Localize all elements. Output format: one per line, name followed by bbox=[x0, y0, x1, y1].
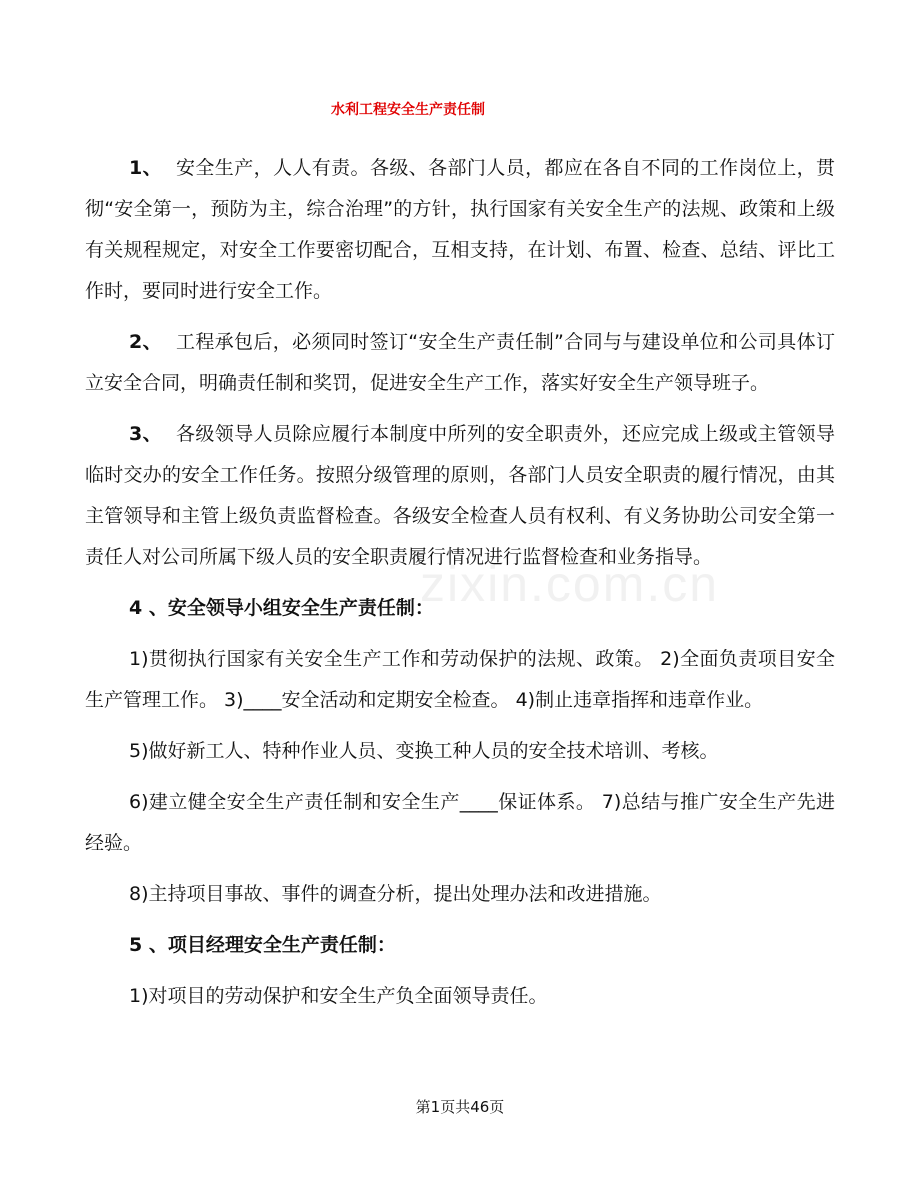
section-5-line: 1)对项目的劳动保护和安全生产负全面领导责任。 bbox=[129, 985, 548, 1007]
paragraph-item-2 bbox=[85, 322, 835, 404]
page-footer: 第1页共46页 bbox=[415, 1098, 505, 1116]
item-number: 2、 bbox=[129, 331, 162, 353]
paragraph-item-3 bbox=[85, 414, 835, 578]
section-4-line: 5)做好新工人、特种作业人员、变换工种人员的安全技术培训、考核。 bbox=[129, 740, 719, 762]
document-title: 水利工程安全生产责任制 bbox=[331, 102, 485, 118]
section-4-line: 8)主持项目事故、事件的调查分析，提出处理办法和改进措施。 bbox=[129, 883, 662, 905]
section-4-line: 1)贯彻执行国家有关安全生产工作和劳动保护的法规、政策。 2)全面负责项目安全生产管理工作。 3)____安全活动和定期安全检查。 4)制止违章指挥和违章作业。 bbox=[85, 648, 835, 711]
section-4-heading: 4 、安全领导小组安全生产责任制： bbox=[129, 597, 434, 619]
watermark: zixin.com.cn bbox=[420, 556, 720, 612]
item-text: 安全生产，人人有责。各级、各部门人员，都应在各自不同的工作岗位上，贯彻“安全第一，预防为主，综合治理”的方针，执行国家有关安全生产的法规、政策和上级有关规程规定，对安全工作要密切配合，互相支持，在计划、布置、检查、总结、评比工作时，要同时进行安全工作。 bbox=[85, 157, 835, 302]
item-text: 各级领导人员除应履行本制度中所列的安全职责外，还应完成上级或主管领导临时交办的安全工作任务。按照分级管理的原则，各部门人员安全职责的履行情况，由其主管领导和主管上级负责监督检查。各级安全检查人员有权利、有义务协助公司安全第一责任人对公司所属下级人员的安全职责履行情况进行监督检查和业务指导。 bbox=[85, 423, 835, 568]
item-number: 3、 bbox=[129, 423, 163, 445]
paragraph-item-1 bbox=[85, 148, 835, 312]
item-text: 工程承包后，必须同时签订“安全生产责任制”合同与与建设单位和公司具体订立安全合同，明确责任制和奖罚，促进安全生产工作，落实好安全生产领导班子。 bbox=[85, 331, 835, 394]
section-5-heading: 5 、项目经理安全生产责任制： bbox=[129, 934, 396, 956]
section-4-line: 6)建立健全安全生产责任制和安全生产____保证体系。 7)总结与推广安全生产先进经验。 bbox=[85, 791, 835, 854]
item-number: 1、 bbox=[129, 157, 163, 179]
document-body bbox=[85, 148, 835, 1017]
